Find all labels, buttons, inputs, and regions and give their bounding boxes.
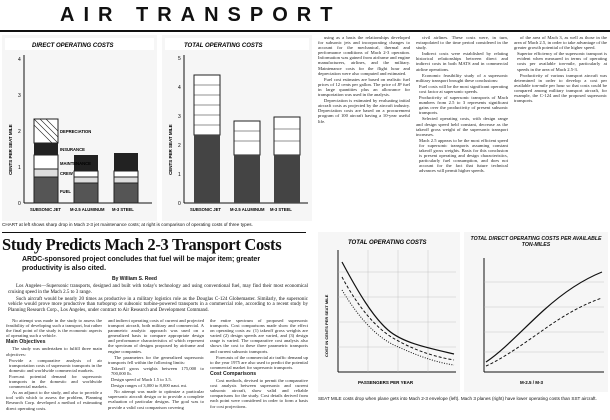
tick-label: 2 (18, 129, 21, 135)
category-label: M-3 STEEL (112, 207, 134, 212)
ton-mile-chart (464, 232, 608, 392)
seat-chart-title: TOTAL OPERATING COSTS (348, 240, 427, 246)
seat-ylabel: COST IN CENTS PER SEAT MILE (324, 294, 329, 357)
bar-segment (114, 153, 138, 171)
intro-paragraph: Such aircraft would be nearly 20 times as productive in a military logistics role as the Douglas C-124 Globemaster. Similarly, the supersonic vehicle would prove more productive than turboprop or subsonic turbine-powered transports in a commercial role, according to a recent study by Planning Research Corp., Los Angeles, under contract to Air Research and Development Command. (8, 296, 308, 314)
tick-label: 0 (178, 201, 181, 207)
bar-segment (34, 143, 58, 155)
category-label: M-2.5 ALUMINUM (70, 207, 105, 212)
article-deck: ARDC-sponsored project concludes that fuel will be major item; greater productivity is also cited. (22, 256, 261, 272)
paragraph: Depreciation is estimated by evaluating initial aircraft costs as projected by the aircraft industry. Depreciation costs are based on a procurement program of 100 aircraft having a 10-year useful life. (318, 98, 410, 124)
bar-m3-steel (114, 153, 138, 203)
paragraph: using as a basis the relationships developed for subsonic jets and incorporating changes to account for the mechanical, thermal and performance conditions of Mach 2-3 operation. Information was gained from airframe and engine manufacturers, airlines, and the military. Maintenance costs for the flight hour and depreciation were also computed and estimated. (318, 35, 410, 76)
article-col-1 (6, 318, 102, 416)
article-headline: Study Predicts Mach 2-3 Transport Costs (2, 235, 282, 254)
bar-segment (74, 183, 98, 203)
bar-segment (34, 169, 58, 177)
seat-xlabel: PASSENGERS PER YEAR (358, 380, 414, 385)
paragraph: the entire spectrum of proposed supersonic transports. Cost comparisons made show the effect on operating costs as: (1) takeoff gross weights are varied (2) design speeds are varied, and (3) design range is varied. The comparative cost analysis also shows the cost to these three parametric transports and current subsonic transports. (210, 318, 308, 354)
bullet: Provide a comparative analysis of air transportation costs of supersonic transports in the domestic and worldwide commercial markets. (9, 357, 102, 373)
bar-segment (274, 117, 300, 155)
tick-label: 4 (18, 57, 21, 63)
direct-xlabels (30, 207, 134, 212)
paragraph: Fuel cost estimates are based on realistic fuel prices of 12 cents per gallon. The price of JP fuel in large quantities plus an allowance for transportation was used in the analysis. (318, 76, 410, 98)
bullet: Design speed of Mach 1.5 to 3.5. (111, 377, 172, 383)
bullet: Mach 2.5 appears to be the most efficient speed for supersonic transports assuming constant takeoff gross weights. Basis for this conclusion is present operating and design characteristics, particularly fuel consumption, and does not account for the fact that future technical advances will permit higher speeds. (419, 137, 508, 174)
category-label: M-3 STEEL (270, 207, 292, 212)
total-ylabel: CENTS PER SEAT MILE (168, 124, 173, 175)
subhead: Cost Comparisons (210, 370, 257, 377)
bar-segment (34, 177, 58, 203)
ratio-chart-title: TOTAL DIRECT OPERATING COSTS PER AVAILABLE TON-MILES (470, 236, 602, 248)
segment-label: CREW (60, 171, 73, 176)
paragraph: The study was undertaken to fulfill three main objectives: (6, 346, 102, 357)
headline-rule (2, 232, 306, 233)
paragraph: The parameters for the generalized supersonic transports fell within the following limits: (108, 354, 204, 365)
total-bar-m3 (274, 117, 300, 203)
bar-segment (34, 155, 58, 169)
total-bar-subsonic (194, 75, 220, 203)
segment-label: MAINTENANCE (60, 161, 91, 166)
bullet: Fuel costs will be the most significant operating cost factor at supersonic speeds. (419, 83, 508, 94)
tick-label: 1 (178, 172, 181, 178)
paragraph: Selected operating costs, with design range and design speed held constant, decrease as the takeoff gross weight of the supersonic transport increases. (416, 116, 508, 137)
intro-paragraph: Los Angeles—Supersonic transports, designed and built with today's technology and using conventional fuel, may find their most economical cruising speed in the Mach 2.5 to 3 range. (8, 284, 308, 295)
category-label: M-2.5 ALUMINUM (230, 207, 265, 212)
segment-label: INSURANCE (60, 147, 85, 152)
direct-costs-chart (2, 35, 157, 221)
paragraph: Economic feasibility study of a supersonic military transport brought these conclusions: (416, 72, 508, 83)
bullet: Design ranges of 3,000 to 8,000 naut. mi. (111, 383, 188, 389)
bullet: Superior efficiency of the supersonic transport is evident when measured in terms of operating costs per available ton-mile, particularly at speeds in the area of Mach 2.5-3. (517, 51, 607, 72)
bottom-caption: SEAT MILE costs drop when plane gets into Mach 2-3 envelope (left). Mach 3 planes (right) have lower operating costs than SST aircraft. (318, 396, 597, 401)
bar-segment (114, 171, 138, 177)
paragraph: As an adjunct to the study, and also to provide a tool with which to assess the problem, Planning Research Corp. developed a method of estimating direct operating costs. (6, 390, 102, 411)
paragraph: of the area of Mach 3, as well as those in the area of Mach 2.5, in order to take advantage of the greater growth potential of the higher speed. (514, 35, 607, 51)
paragraph: Cost methods, devised to permit the comparative cost analysis between supersonic and current subsonic aircraft, show valid and reliable comparisons for the study. Cost details derived from each point were considered in order to form a basis for cost projections. (210, 378, 308, 409)
total-chart-title: TOTAL OPERATING COSTS (184, 43, 263, 49)
paragraph: Indirect costs were established by relating historical relationships between direct and indirect costs in both MATS and in commercial airline operations. (416, 51, 508, 72)
segment-label: FUEL (60, 189, 71, 194)
bar-segment (74, 177, 98, 183)
paragraph: and indirect operating costs of current and projected transport aircraft, both military and commercial. A parametric analytic approach was used on a generalized basis to compare appropriate design and performance characteristics of which represent the spectrum of designs proposed by airframe and engine companies. (108, 318, 204, 354)
tick-label: 0 (18, 201, 21, 207)
article-col-2 (108, 318, 204, 416)
bar-segment (234, 155, 260, 203)
tick-label: 2 (178, 143, 181, 149)
paragraph: Forecasts of the commercial air traffic demand up to the year 1975 are also used to predict the potential commercial market for supersonic transports. (210, 354, 308, 370)
article-col-3 (210, 318, 308, 416)
paragraph: civil airlines. These costs were, in turn, extrapolated to the time period considered in the study. (416, 35, 508, 51)
total-bar-m25 (234, 121, 260, 203)
section-title: AIR TRANSPORT (60, 4, 342, 26)
direct-ylabel: CENTS PER SEAT MILE (8, 124, 13, 175)
tick-label: 3 (18, 93, 21, 99)
tick-label: 4 (178, 85, 181, 91)
total-costs-chart (162, 35, 312, 221)
section-header (0, 0, 610, 32)
paragraph: No attempt was made in the study to assess the feasibility of developing such a transport, but rather the final point of the study is the economic aspects of operating such a vehicle. (6, 318, 102, 339)
header-rule (0, 30, 610, 32)
article-byline: By William S. Reed (112, 276, 157, 282)
top-caption: CHART at left shows sharp drop in Mach 2-3 jet maintenance costs; at right is comparison of operating costs of three types. (2, 222, 253, 227)
paragraph: Productivity of various transport aircraft was determined in order to develop a cost per available ton-mile per hour so that costs could be compared among military transport aircraft, for example, the C-124 and the proposed supersonic transports. (514, 72, 607, 104)
bullet: Takeoff gross weights between 175,000 to 700,000 lb. (111, 365, 204, 376)
article-col-5 (416, 35, 508, 227)
bar-segment (114, 183, 138, 203)
article-col-6 (514, 35, 607, 227)
subhead: Main Objectives (6, 339, 46, 346)
article-col-4 (318, 35, 410, 227)
segment-label: DEPRECIATION (60, 129, 92, 134)
category-label: SUBSONIC JET (190, 207, 221, 212)
bar-segment (234, 121, 260, 155)
category-label: SUBSONIC JET (30, 207, 61, 212)
tick-label: 3 (178, 114, 181, 120)
bar-segment (74, 171, 98, 177)
bar-segment (274, 155, 300, 203)
tick-label: 1 (18, 165, 21, 171)
tick-label: 5 (178, 56, 181, 62)
seat-mile-chart (318, 232, 460, 392)
direct-chart-title: DIRECT OPERATING COSTS (32, 43, 114, 49)
paragraph: No attempt was made to optimize a particular supersonic aircraft design or to provide a complete evaluation of particular designs. The goal was to provide a valid cost comparison covering (108, 389, 204, 410)
article-intro (8, 284, 308, 314)
bar-subsonic (34, 119, 58, 203)
bullet: Productivity of supersonic transports of Mach numbers from 2.5 to 3 represents significant gains over the productivity of present subsonic transports. (419, 95, 508, 116)
bullet: Forecast potential demand for supersonic transports in the domestic and worldwide commercial markets. (9, 373, 102, 390)
bar-segment (114, 177, 138, 183)
bar-segment (194, 135, 220, 203)
ratio-xlabel: M-2.5 / M-3 (520, 380, 544, 385)
